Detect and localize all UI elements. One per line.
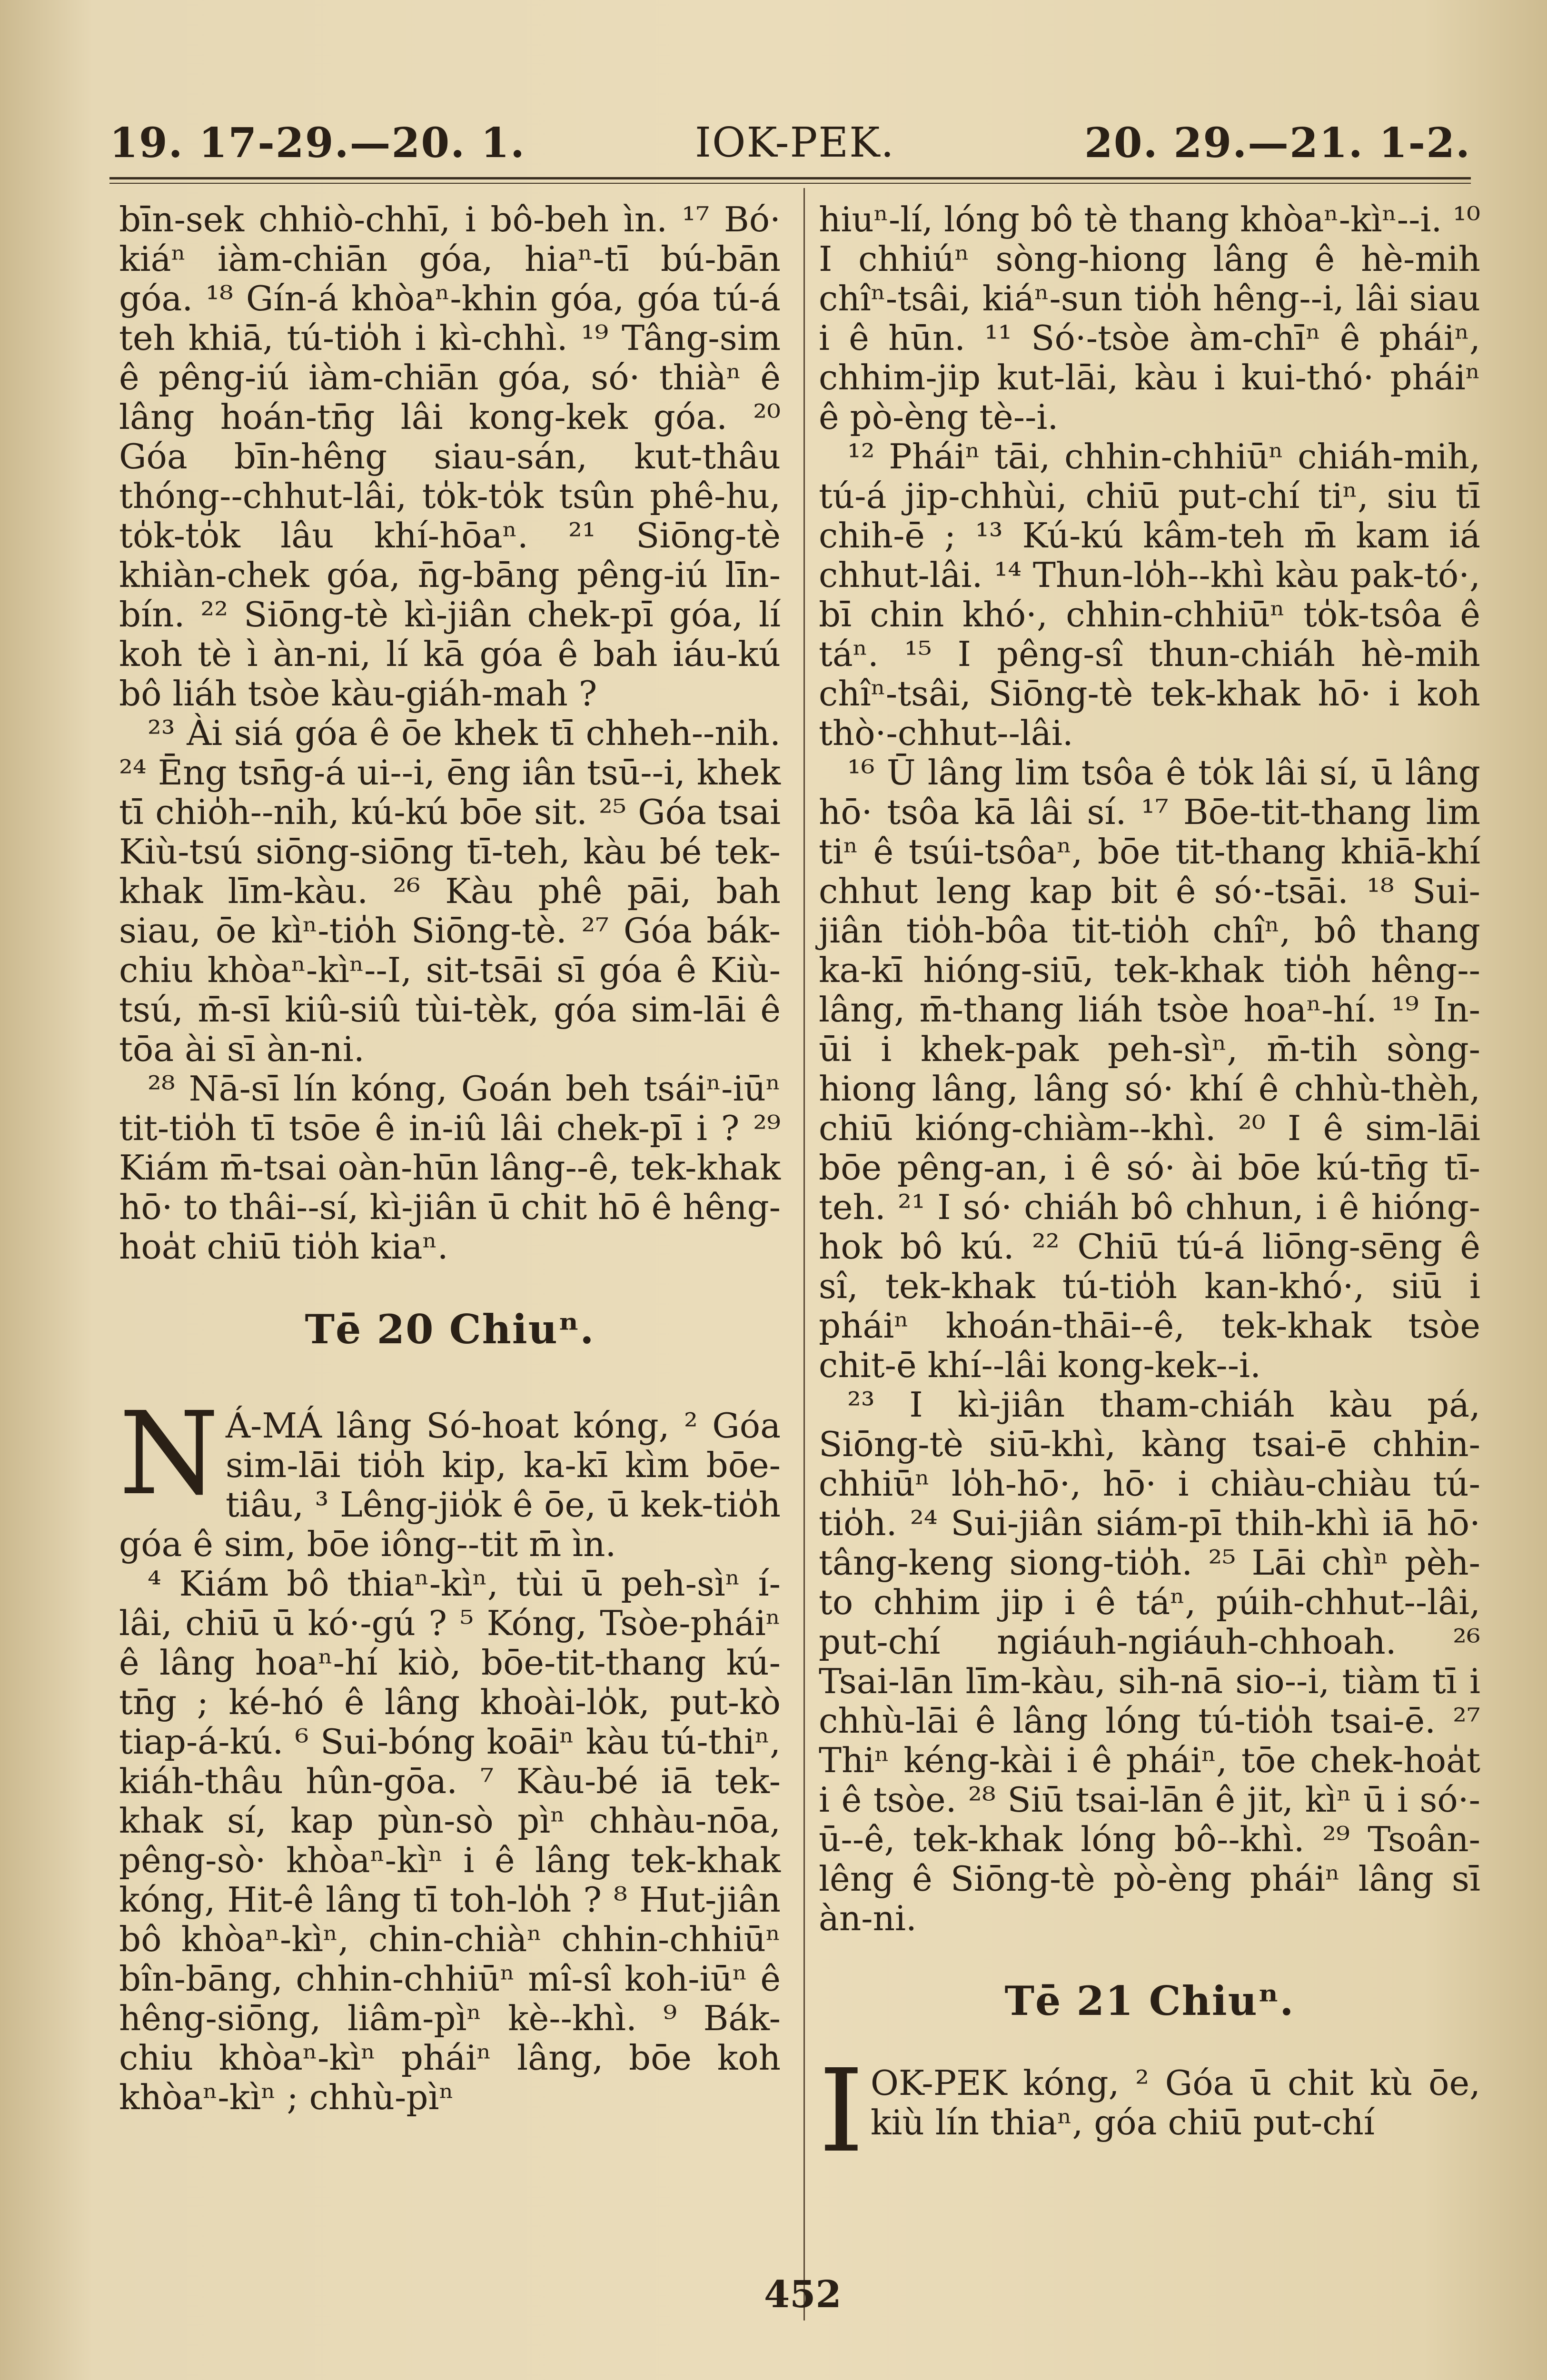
drop-cap: I <box>819 2044 864 2178</box>
running-header <box>109 119 1471 171</box>
drop-cap: N <box>119 1387 219 1520</box>
paragraph-text: Á-MÁ lâng Só-hoat kóng, ² Góa sim-lāi tio̍h kip, ka-kī kìm bōe-tiâu, ³ Lêng-jio̍k ê ōe, ū kek-tio̍h góa ê sim, bōe iông--tit m̄ ìn. <box>119 1406 781 1564</box>
page-number: 452 <box>764 2273 842 2316</box>
right-column <box>819 199 1480 2178</box>
paragraph: ²³ I kì-jiân tham-chiáh kàu pá, Siōng-tè siū-khì, kàng tsai-ē chhin-chhiūⁿ lo̍h-hō·, hō· i chiàu-chiàu tú-tio̍h. ²⁴ Sui-jiân siám-pī thih-khì iā hō· tâng-keng siong-tio̍h. ²⁵ Lāi chìⁿ pèh-to chhim jip i ê táⁿ, púih-chhut--lâi, put-chí ngiáuh-ngiáuh-chhoah. ²⁶ Tsai-lān līm-kàu, sih-nā sio--i, tiàm tī i chhù-lāi ê lâng lóng tú-tio̍h tsai-ē. ²⁷ Thiⁿ kéng-kài i ê pháiⁿ, tōe chek-hoa̍t i ê tsòe. ²⁸ Siū tsai-lān ê jit, kìⁿ ū i só·-ū--ê, tek-khak lóng bô--khì. ²⁹ Tsoân-lêng ê Siōng-tè pò-èng pháiⁿ lâng sī àn-ni. <box>819 1385 1480 1938</box>
paragraph: ¹⁶ Ū lâng lim tsôa ê to̍k lâi sí, ū lâng hō· tsôa kā lâi sí. ¹⁷ Bōe-tit-thang lim tiⁿ ê tsúi-tsôaⁿ, bōe tit-thang khiā-khí chhut leng kap bit ê só·-tsāi. ¹⁸ Sui-jiân tio̍h-bôa tit-tio̍h chîⁿ, bô thang ka-kī hióng-siū, tek-khak tio̍h hêng--lâng, m̄-thang liáh tsòe hoaⁿ-hí. ¹⁹ In-ūi i khek-pak peh-sìⁿ, m̄-tih sòng-hiong lâng, lâng só· khí ê chhù-thèh, chiū kióng-chiàm--khì. ²⁰ I ê sim-lāi bōe pêng-an, i ê só· ài bōe kú-tn̄g tī-teh. ²¹ I só· chiáh bô chhun, i ê hióng-hok bô kú. ²² Chiū tú-á liōng-sēng ê sî, tek-khak tú-tio̍h kan-khó·, siū i pháiⁿ khoán-thāi--ê, tek-khak tsòe chit-ē khí--lâi kong-kek--i. <box>819 753 1480 1385</box>
chapter-opening-paragraph <box>119 1387 781 1564</box>
header-rule-thin <box>109 183 1471 184</box>
paragraph: hiuⁿ-lí, lóng bô tè thang khòaⁿ-kìⁿ--i. ¹⁰ I chhiúⁿ sòng-hiong lâng ê hè-mih chîⁿ-tsâi, kiáⁿ-sun tio̍h hêng--i, lâi siau i ê hūn. ¹¹ Só·-tsòe àm-chīⁿ ê pháiⁿ, chhim-jip kut-lāi, kàu i kui-thó· pháiⁿ ê pò-èng tè--i. <box>819 199 1480 437</box>
paragraph: ¹² Pháiⁿ tāi, chhin-chhiūⁿ chiáh-mih, tú-á jip-chhùi, chiū put-chí tiⁿ, siu tī chih-ē ; ¹³ Kú-kú kâm-teh m̄ kam iá chhut-lâi. ¹⁴ Thun-lo̍h--khì kàu pak-tó·, bī chin khó·, chhin-chhiūⁿ to̍k-tsôa ê táⁿ. ¹⁵ I pêng-sî thun-chiáh hè-mih chîⁿ-tsâi, Siōng-tè tek-khak hō· i koh thò·-chhut--lâi. <box>819 436 1480 753</box>
header-book-title: IOK-PEK. <box>695 119 895 167</box>
paragraph: ⁴ Kiám bô thiaⁿ-kìⁿ, tùi ū peh-sìⁿ í-lâi, chiū ū kó·-gú ? ⁵ Kóng, Tsòe-pháiⁿ ê lâng hoaⁿ-hí kiò, bōe-tit-thang kú-tn̄g ; ké-hó ê lâng khoài-lo̍k, put-kò tiap-á-kú. ⁶ Sui-bóng koāiⁿ kàu tú-thiⁿ, kiáh-thâu hûn-gōa. ⁷ Kàu-bé iā tek-khak sí, kap pùn-sò pìⁿ chhàu-nōa, pêng-sò· khòaⁿ-kìⁿ i ê lâng tek-khak kóng, Hit-ê lâng tī toh-lo̍h ? ⁸ Hut-jiân bô khòaⁿ-kìⁿ, chin-chiàⁿ chhin-chhiūⁿ bîn-bāng, chhin-chhiūⁿ mî-sî koh-iūⁿ ê hêng-siōng, liâm-pìⁿ kè--khì. ⁹ Bák-chiu khòaⁿ-kìⁿ pháiⁿ lâng, bōe koh khòaⁿ-kìⁿ ; chhù-pìⁿ <box>119 1564 781 2117</box>
chapter-heading: Tē 21 Chiuⁿ. <box>1004 1977 1295 2024</box>
paragraph: ²⁸ Nā-sī lín kóng, Goán beh tsáiⁿ-iūⁿ tit-tio̍h tī tsōe ê in-iû lâi chek-pī i ? ²⁹ Kiám m̄-tsai oàn-hūn lâng--ê, tek-khak hō· to thâi--sí, kì-jiân ū chit hō ê hêng-hoa̍t chiū tio̍h kiaⁿ. <box>119 1069 781 1267</box>
chapter-opening-paragraph <box>819 2044 1480 2178</box>
left-column <box>119 200 781 2117</box>
header-verse-range-right: 20. 29.—21. 1-2. <box>1084 119 1471 167</box>
chapter-heading: Tē 20 Chiuⁿ. <box>305 1306 595 1353</box>
header-rule-thick <box>109 177 1471 179</box>
paragraph: ²³ Ài siá góa ê ōe khek tī chheh--nih. ²⁴ Ēng tsn̄g-á ui--i, ēng iân tsū--i, khek tī chio̍h--nih, kú-kú bōe sit. ²⁵ Góa tsai Kiù-tsú siōng-siōng tī-teh, kàu bé tek-khak līm-kàu. ²⁶ Kàu phê pāi, bah siau, ōe kìⁿ-tio̍h Siōng-tè. ²⁷ Góa bák-chiu khòaⁿ-kìⁿ--I, sit-tsāi sī góa ê Kiù-tsú, m̄-sī kiû-siû tùi-tèk, góa sim-lāi ê tōa ài sī àn-ni. <box>119 713 781 1069</box>
paragraph: bīn-sek chhiò-chhī, i bô-beh ìn. ¹⁷ Bó· kiáⁿ iàm-chiān góa, hiaⁿ-tī bú-bān góa. ¹⁸ Gín-á khòaⁿ-khin góa, góa tú-á teh khiā, tú-tio̍h i kì-chhì. ¹⁹ Tâng-sim ê pêng-iú iàm-chiān góa, só· thiàⁿ ê lâng hoán-tn̄g lâi kong-kek góa. ²⁰ Góa bīn-hêng siau-sán, kut-thâu thóng--chhut-lâi, to̍k-to̍k tsûn phê-hu, to̍k-to̍k lâu khí-hōaⁿ. ²¹ Siōng-tè khiàn-chek góa, n̄g-bāng pêng-iú līn-bín. ²² Siōng-tè kì-jiân chek-pī góa, lí koh tè ì àn-ni, lí kā góa ê bah iáu-kú bô liáh tsòe kàu-giáh-mah ? <box>119 199 781 714</box>
column-divider <box>803 188 805 2320</box>
header-verse-range-left: 19. 17-29.—20. 1. <box>109 119 526 167</box>
paragraph-text: OK-PEK kóng, ² Góa ū chit kù ōe, kiù lín thiaⁿ, góa chiū put-chí <box>870 2063 1480 2142</box>
